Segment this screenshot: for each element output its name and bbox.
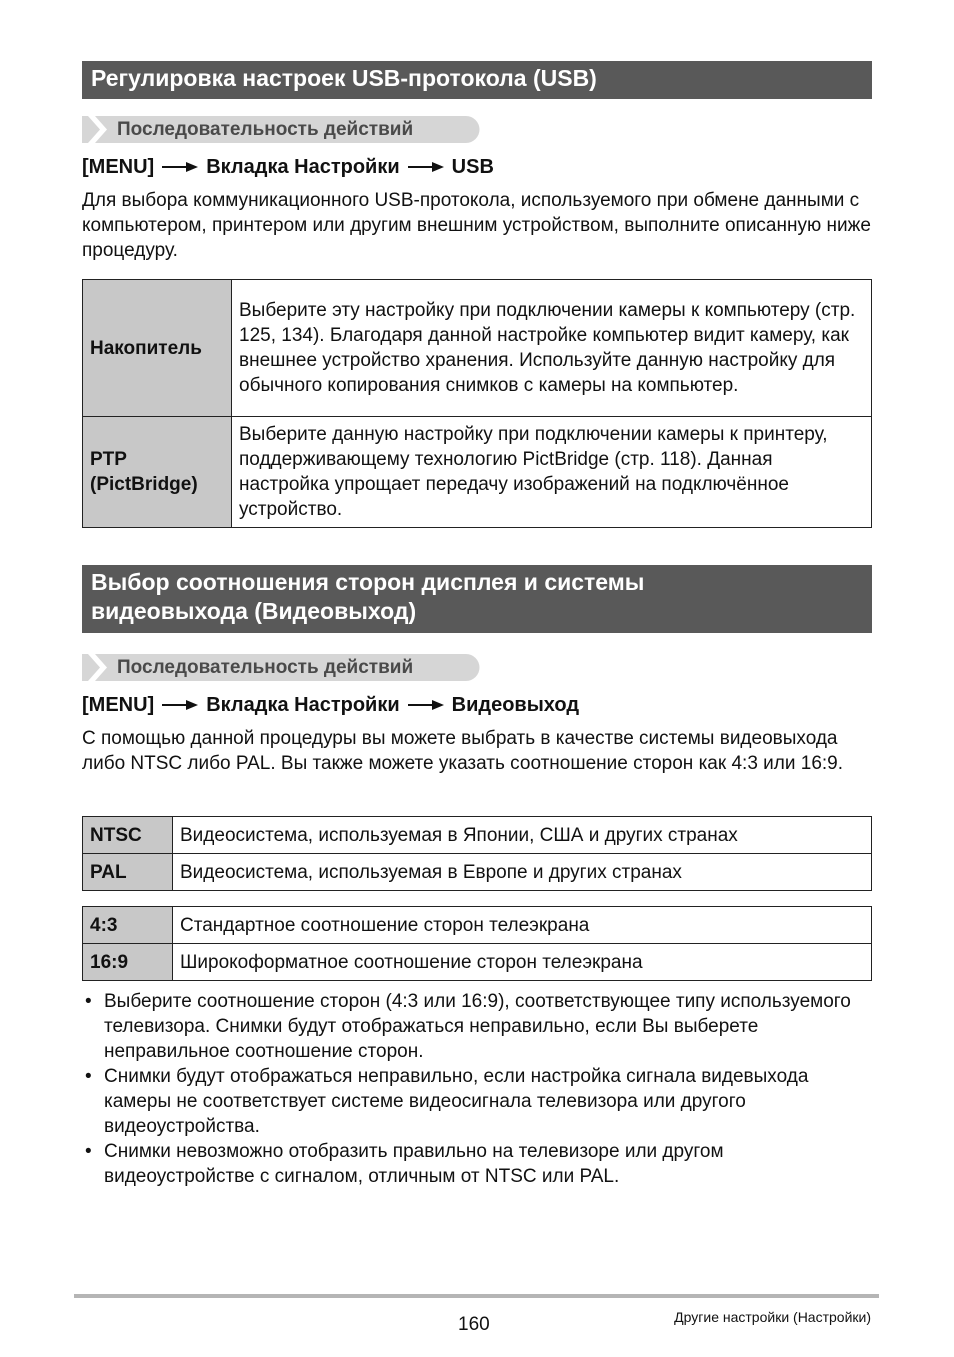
section-title-line: Выбор соотношения сторон дисплея и системы	[91, 569, 645, 595]
sequence-label: Последовательность действий	[117, 657, 414, 678]
list-item: • Снимки невозможно отобразить правильно на телевизоре или другом видеоустройстве с сигналом, отличным от NTSC или PAL.	[82, 1139, 872, 1189]
option-description: Видеосистема, используемая в Японии, США и других странах	[173, 817, 872, 854]
sequence-label: Последовательность действий	[117, 119, 414, 140]
arrow-right-icon	[406, 698, 446, 712]
option-name: 16:9	[83, 944, 173, 981]
list-item: • Снимки будут отображаться неправильно, если настройка сигнала видевыхода камеры не соответствует системе видеосигнала телевизора или другого видеоустройства.	[82, 1064, 872, 1139]
option-name: NTSC	[83, 817, 173, 854]
table-row	[83, 280, 872, 417]
option-name-text-line2: (PictBridge)	[90, 474, 198, 495]
option-description: Стандартное соотношение сторон телеэкрана	[173, 907, 872, 944]
option-description: Выберите эту настройку при подключении камеры к компьютеру (стр. 125, 134). Благодаря данной настройке компьютер видит камеру, как внешнее устройство хранения. Используйте данную настройку для обычного копирования снимков с камеры на компьютер.	[232, 280, 872, 417]
arrow-right-icon	[406, 160, 446, 174]
section-title-video-out	[82, 565, 872, 633]
menu-path-video-out	[82, 693, 579, 717]
option-name-text: Накопитель	[90, 337, 202, 359]
usb-options-table	[82, 279, 872, 528]
list-item: • Выберите соотношение сторон (4:3 или 16:9), соответствующее типу используемого телевизора. Снимки будут отображаться неправильно, если Вы выберете неправильное соотношение сторон.	[82, 989, 872, 1064]
section-title-usb: Регулировка настроек USB-протокола (USB)	[82, 61, 872, 99]
chapter-label: Другие настройки (Настройки)	[674, 1309, 871, 1325]
arrow-right-icon	[160, 160, 200, 174]
option-name: 4:3	[83, 907, 173, 944]
menu-path-usb	[82, 155, 494, 179]
footer-divider	[74, 1294, 879, 1298]
section-intro: С помощью данной процедуры вы можете выбрать в качестве системы видеовыхода либо NTSC либо PAL. Вы также можете указать соотношение сторон как 4:3 или 16:9.	[82, 728, 844, 774]
table-row	[83, 907, 872, 944]
option-name-text: PTP	[90, 449, 127, 470]
table-row	[83, 854, 872, 891]
path-step-usb: USB	[451, 156, 494, 178]
option-description: Выберите данную настройку при подключении камеры к принтеру, поддерживающему технологию PictBridge (стр. 118). Данная настройка упрощает передачу изображений на подключённое устройство.	[232, 417, 872, 528]
path-step-menu: [MENU]	[82, 694, 155, 716]
page-number: 160	[458, 1314, 490, 1335]
notes-list	[82, 989, 872, 1189]
aspect-ratio-table	[82, 906, 872, 981]
sequence-badge	[82, 116, 480, 143]
table-row	[83, 944, 872, 981]
option-name	[83, 280, 232, 417]
video-system-table	[82, 816, 872, 891]
path-step-settings-tab: Вкладка Настройки	[206, 156, 400, 178]
table-row	[83, 817, 872, 854]
option-name	[83, 417, 232, 528]
section-intro: Для выбора коммуникационного USB-протокола, используемого при обмене данными с компьютером, принтером или другим внешним устройством, выполните описанную ниже процедуру.	[82, 190, 871, 261]
sequence-badge	[82, 654, 480, 681]
arrow-right-icon	[160, 698, 200, 712]
section-title-line: видеовыхода (Видеовыход)	[91, 598, 417, 624]
path-step-settings-tab: Вкладка Настройки	[206, 694, 400, 716]
option-description: Широкоформатное соотношение сторон телеэкрана	[173, 944, 872, 981]
option-description: Видеосистема, используемая в Европе и других странах	[173, 854, 872, 891]
option-name: PAL	[83, 854, 173, 891]
table-row	[83, 417, 872, 528]
path-step-menu: [MENU]	[82, 156, 155, 178]
path-step-video-out: Видеовыход	[451, 694, 580, 716]
